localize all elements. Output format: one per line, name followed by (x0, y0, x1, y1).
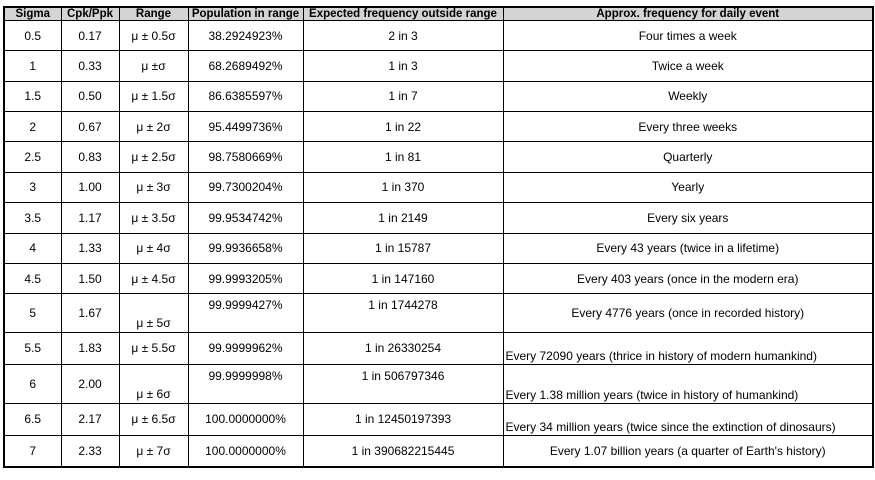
cell-range: μ ± 7σ (119, 435, 188, 467)
cell-expected: 1 in 26330254 (303, 332, 503, 364)
cell-expected: 1 in 12450197393 (303, 403, 503, 435)
cell-population: 99.9999998% (188, 365, 303, 403)
table-body (4, 21, 873, 468)
cell-population: 99.9999962% (188, 332, 303, 364)
cell-population: 98.7580669% (188, 142, 303, 172)
cell-sigma: 2.5 (4, 142, 61, 172)
cell-cpk: 2.33 (61, 435, 119, 467)
cell-expected: 1 in 3 (303, 51, 503, 81)
cell-cpk: 1.83 (61, 332, 119, 364)
cell-population: 99.9936658% (188, 233, 303, 263)
cell-daily: Yearly (503, 172, 873, 202)
cell-population: 99.9999427% (188, 294, 303, 332)
cell-expected: 1 in 81 (303, 142, 503, 172)
cell-sigma: 1 (4, 51, 61, 81)
cell-expected: 1 in 1744278 (303, 294, 503, 332)
cell-sigma: 5.5 (4, 332, 61, 364)
cell-daily: Every three weeks (503, 112, 873, 142)
cell-sigma: 0.5 (4, 21, 61, 51)
cell-range: μ ±σ (119, 51, 188, 81)
cell-sigma: 5 (4, 294, 61, 332)
cell-cpk: 1.67 (61, 294, 119, 332)
cell-cpk: 0.83 (61, 142, 119, 172)
cell-population: 68.2689492% (188, 51, 303, 81)
cell-cpk: 1.00 (61, 172, 119, 202)
cell-cpk: 0.33 (61, 51, 119, 81)
cell-range: μ ± 5σ (119, 294, 188, 332)
cell-sigma: 4.5 (4, 263, 61, 293)
header-sigma: Sigma (4, 7, 61, 21)
cell-population: 99.9534742% (188, 203, 303, 233)
cell-daily: Four times a week (503, 21, 873, 51)
table-row (4, 263, 873, 293)
header-expected-frequency: Expected frequency outside range (303, 7, 503, 21)
cell-expected: 1 in 147160 (303, 263, 503, 293)
cell-cpk: 1.33 (61, 233, 119, 263)
cell-range: μ ± 6.5σ (119, 403, 188, 435)
sigma-table (3, 6, 874, 468)
cell-cpk: 2.00 (61, 365, 119, 403)
cell-daily: Every 72090 years (thrice in history of modern humankind) (503, 332, 873, 364)
cell-sigma: 3.5 (4, 203, 61, 233)
cell-daily: Every six years (503, 203, 873, 233)
cell-range: μ ± 5.5σ (119, 332, 188, 364)
table-row (4, 332, 873, 364)
cell-daily: Every 403 years (once in the modern era) (503, 263, 873, 293)
cell-expected: 1 in 2149 (303, 203, 503, 233)
cell-sigma: 2 (4, 112, 61, 142)
table-row (4, 294, 873, 332)
table-row (4, 51, 873, 81)
cell-sigma: 1.5 (4, 81, 61, 111)
table-row (4, 435, 873, 467)
table-row (4, 403, 873, 435)
table-row (4, 112, 873, 142)
cell-expected: 2 in 3 (303, 21, 503, 51)
cell-cpk: 0.17 (61, 21, 119, 51)
cell-range: μ ± 2.5σ (119, 142, 188, 172)
header-daily-frequency: Approx. frequency for daily event (503, 7, 873, 21)
cell-cpk: 0.50 (61, 81, 119, 111)
cell-expected: 1 in 506797346 (303, 365, 503, 403)
cell-population: 95.4499736% (188, 112, 303, 142)
cell-expected: 1 in 390682215445 (303, 435, 503, 467)
table-row (4, 81, 873, 111)
cell-range: μ ± 4.5σ (119, 263, 188, 293)
table-row (4, 203, 873, 233)
cell-cpk: 1.17 (61, 203, 119, 233)
cell-sigma: 3 (4, 172, 61, 202)
cell-range: μ ± 2σ (119, 112, 188, 142)
cell-daily: Weekly (503, 81, 873, 111)
cell-sigma: 4 (4, 233, 61, 263)
cell-population: 38.2924923% (188, 21, 303, 51)
cell-range: μ ± 6σ (119, 365, 188, 403)
cell-cpk: 0.67 (61, 112, 119, 142)
table-row (4, 233, 873, 263)
cell-daily: Every 4776 years (once in recorded history) (503, 294, 873, 332)
table-row (4, 365, 873, 403)
cell-daily: Quarterly (503, 142, 873, 172)
table-row (4, 172, 873, 202)
cell-sigma: 6 (4, 365, 61, 403)
cell-daily: Every 1.07 billion years (a quarter of Earth's history) (503, 435, 873, 467)
cell-expected: 1 in 22 (303, 112, 503, 142)
cell-sigma: 6.5 (4, 403, 61, 435)
cell-range: μ ± 3.5σ (119, 203, 188, 233)
header-cpk-ppk: Cpk/Ppk (61, 7, 119, 21)
cell-population: 99.7300204% (188, 172, 303, 202)
cell-cpk: 2.17 (61, 403, 119, 435)
cell-expected: 1 in 370 (303, 172, 503, 202)
header-range: Range (119, 7, 188, 21)
cell-population: 100.0000000% (188, 435, 303, 467)
cell-daily: Every 43 years (twice in a lifetime) (503, 233, 873, 263)
cell-daily: Every 1.38 million years (twice in history of humankind) (503, 365, 873, 403)
cell-population: 99.9993205% (188, 263, 303, 293)
table-row (4, 142, 873, 172)
cell-population: 100.0000000% (188, 403, 303, 435)
cell-daily: Every 34 million years (twice since the extinction of dinosaurs) (503, 403, 873, 435)
cell-range: μ ± 3σ (119, 172, 188, 202)
table-row (4, 21, 873, 51)
cell-expected: 1 in 15787 (303, 233, 503, 263)
cell-sigma: 7 (4, 435, 61, 467)
cell-expected: 1 in 7 (303, 81, 503, 111)
header-population: Population in range (188, 7, 303, 21)
cell-range: μ ± 4σ (119, 233, 188, 263)
cell-daily: Twice a week (503, 51, 873, 81)
cell-population: 86.6385597% (188, 81, 303, 111)
cell-range: μ ± 0.5σ (119, 21, 188, 51)
cell-cpk: 1.50 (61, 263, 119, 293)
header-row (4, 7, 873, 21)
cell-range: μ ± 1.5σ (119, 81, 188, 111)
